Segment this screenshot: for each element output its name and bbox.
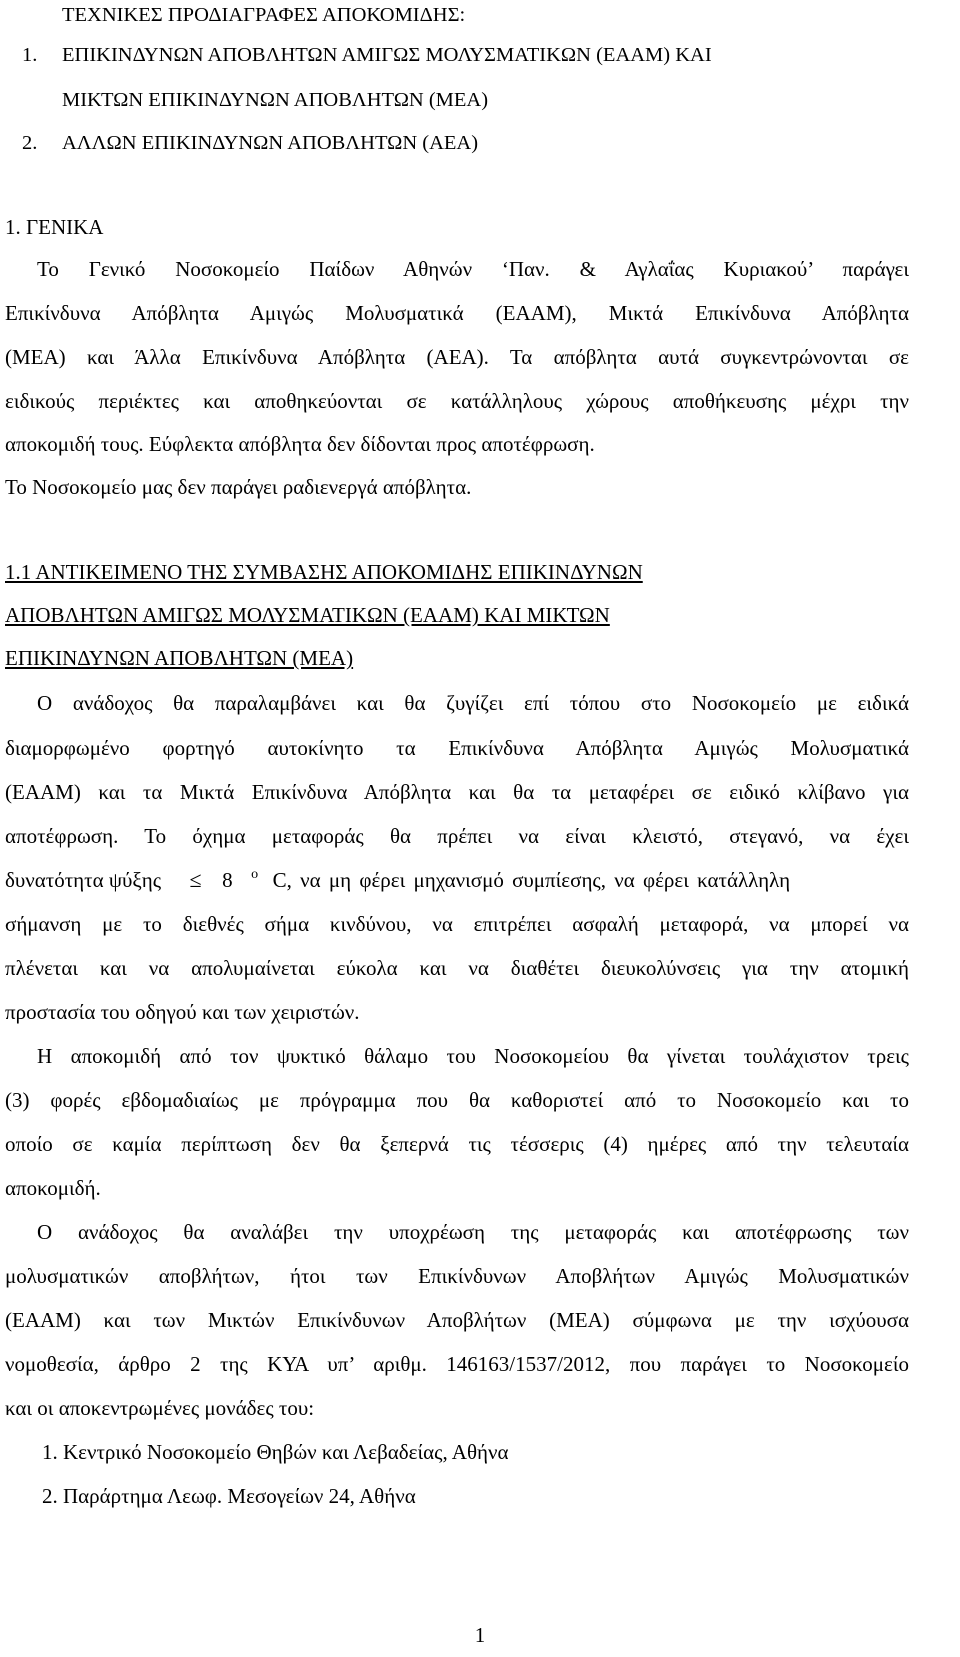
paragraph-line: Ο ανάδοχος θα παραλαμβάνει και θα ζυγίζει επί τόπου στο Νοσοκομείο με ειδικά [37,691,909,715]
paragraph-line: αποτέφρωση. Το όχημα μεταφοράς θα πρέπει να είναι κλειστό, στεγανό, να έχει [5,824,909,848]
paragraph-line: (ΕΑΑΜ) και των Μικτών Επικίνδυνων Αποβλήτων (ΜΕΑ) σύμφωνα με την ισχύουσα [5,1308,909,1332]
paragraph-line: οποίο σε καμία περίπτωση δεν θα ξεπερνά τις τέσσερις (4) ημέρες από την τελευταία [5,1132,909,1156]
section-heading-line: 1.1 ΑΝΤΙΚΕΙΜΕΝΟ ΤΗΣ ΣΥΜΒΑΣΗΣ ΑΠΟΚΟΜΙΔΗΣ ΕΠΙΚΙΝΔΥΝΩΝ [5,560,643,584]
header-item-2-line1: ΑΛΛΩΝ ΕΠΙΚΙΝΔΥΝΩΝ ΑΠΟΒΛΗΤΩΝ (ΑΕΑ) [62,132,479,154]
header-item-1-line2: ΜΙΚΤΩΝ ΕΠΙΚΙΝΔΥΝΩΝ ΑΠΟΒΛΗΤΩΝ (ΜΕΑ) [62,89,489,111]
section-heading-line: ΕΠΙΚΙΝΔΥΝΩΝ ΑΠΟΒΛΗΤΩΝ (ΜΕΑ) [5,646,354,670]
document-title: ΤΕΧΝΙΚΕΣ ΠΡΟΔΙΑΓΡΑΦΕΣ ΑΠΟΚΟΜΙΔΗΣ: [62,4,466,26]
degree-symbol: ο [251,867,259,882]
paragraph-line: πλένεται και να απολυμαίνεται εύκολα και να διαθέτει διευκολύνσεις για την ατομική [5,956,909,980]
paragraph-line: διαμορφωμένο φορτηγό αυτοκίνητο τα Επικίνδυνα Απόβλητα Αμιγώς Μολυσματικά [5,736,909,760]
header-item-2-number: 2. [22,132,38,154]
list-item: 1. Κεντρικό Νοσοκομείο Θηβών και Λεβαδείας, Αθήνα [42,1440,509,1464]
paragraph-line: (3) φορές εβδομαδιαίως με πρόγραμμα που θα καθοριστεί από το Νοσοκομείο και το [5,1088,909,1112]
paragraph-line: και οι αποκεντρωμένες μονάδες του: [5,1396,315,1420]
paragraph-line: Ο ανάδοχος θα αναλάβει την υποχρέωση της μεταφοράς και αποτέφρωσης των [37,1220,909,1244]
temperature-line [5,867,909,897]
header-item-1-line1: ΕΠΙΚΙΝΔΥΝΩΝ ΑΠΟΒΛΗΤΩΝ ΑΜΙΓΩΣ ΜΟΛΥΣΜΑΤΙΚΩΝ (ΕΑΑΜ) ΚΑΙ [62,44,712,66]
paragraph-line: (ΕΑΑΜ) και τα Μικτά Επικίνδυνα Απόβλητα και θα τα μεταφέρει σε ειδικό κλίβανο για [5,780,909,804]
paragraph-line: αποκομιδή. [5,1176,101,1200]
paragraph-line: μολυσματικών αποβλήτων, ήτοι των Επικίνδυνων Αποβλήτων Αμιγώς Μολυσματικών [5,1264,909,1288]
paragraph-line: Το Γενικό Νοσοκομείο Παίδων Αθηνών ‘Παν. & Αγλαΐας Κυριακού’ παράγει [37,257,909,281]
paragraph-line: σήμανση με το διεθνές σήμα κινδύνου, να επιτρέπει ασφαλή μεταφορά, να μπορεί να [5,912,909,936]
paragraph-line: (ΜΕΑ) και Άλλα Επικίνδυνα Απόβλητα (ΑΕΑ). Τα απόβλητα αυτά συγκεντρώνονται σε [5,345,909,369]
paragraph-line: αποκομιδή τους. Εύφλεκτα απόβλητα δεν δίδονται προς αποτέφρωση. [5,432,595,456]
paragraph-line: Επικίνδυνα Απόβλητα Αμιγώς Μολυσματικά (ΕΑΑΜ), Μικτά Επικίνδυνα Απόβλητα [5,301,909,325]
paragraph-line: νομοθεσία, άρθρο 2 της ΚΥΑ υπ’ αριθμ. 146163/1537/2012, που παράγει το Νοσοκομείο [5,1352,909,1376]
paragraph-line: Η αποκομιδή από τον ψυκτικό θάλαμο του Νοσοκομείου θα γίνεται τουλάχιστον τρεις [37,1044,909,1068]
temp-prefix: δυνατότητα ψύξης [5,868,162,892]
page-number: 1 [474,1623,486,1647]
paragraph-line: Το Νοσοκομείο μας δεν παράγει ραδιενεργά απόβλητα. [5,475,472,499]
header-item-1-number: 1. [22,44,38,66]
section-heading-line: ΑΠΟΒΛΗΤΩΝ ΑΜΙΓΩΣ ΜΟΛΥΣΜΑΤΙΚΩΝ (ΕΑΑΜ) ΚΑΙ ΜΙΚΤΩΝ [5,603,610,627]
list-item: 2. Παράρτημα Λεωφ. Μεσογείων 24, Αθήνα [42,1484,416,1508]
paragraph-line: προστασία του οδηγού και των χειριστών. [5,1000,360,1024]
temp-suffix: C, να μη φέρει μηχανισμό συμπίεσης, να φέρει κατάλληλη [272,868,791,892]
paragraph-line: ειδικούς περιέκτες και αποθηκεύονται σε κατάλληλους χώρους αποθήκευσης μέχρι την [5,389,909,413]
section-heading-general: 1. ΓΕΝΙΚΑ [5,215,104,239]
temp-value: 8 [222,868,233,892]
less-or-equal-symbol: ≤ [189,867,202,892]
